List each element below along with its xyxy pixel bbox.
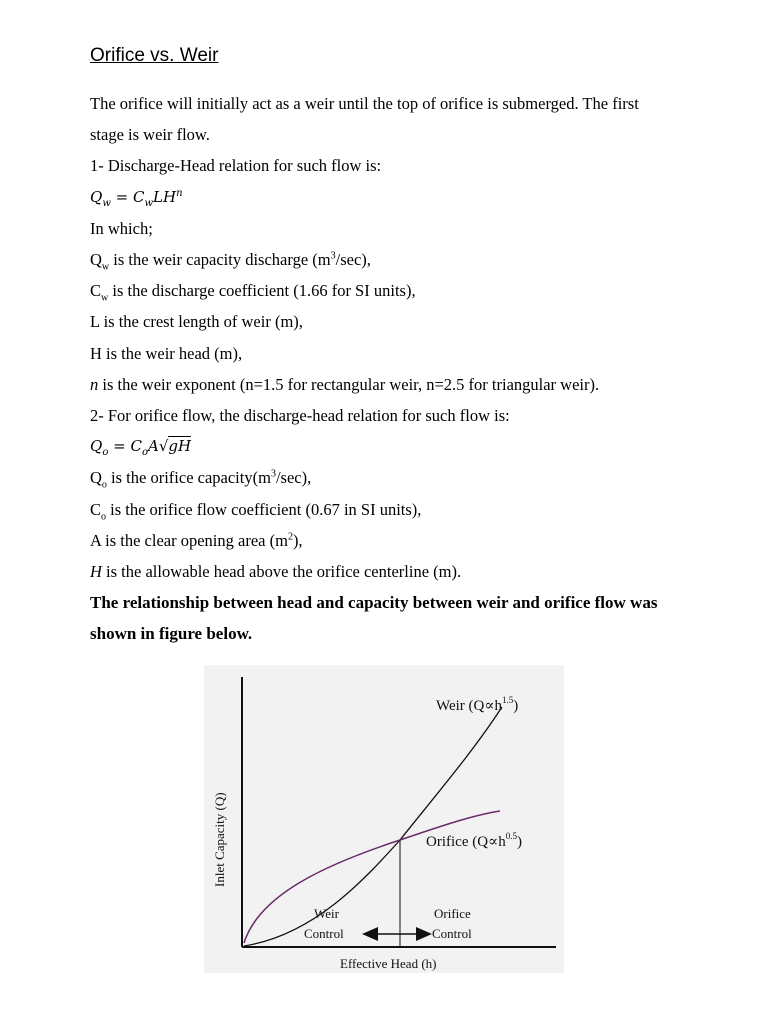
orifice-definition-1: $C_o$ is the orifice flow coefficient (0.67 in SI units), xyxy=(90,499,422,522)
weir-control-label-1: Weir xyxy=(314,906,339,921)
weir-definition-1: $C_w$ is the discharge coefficient (1.66 for SI units), xyxy=(90,281,416,304)
head-capacity-diagram xyxy=(204,665,564,973)
orifice-curve-label: Orifice $(Q\propto h^{0.5})$ xyxy=(426,831,522,850)
document-body xyxy=(90,88,690,650)
step-1-text: 1- Discharge-Head relation for such flow is: xyxy=(90,156,382,176)
figure-intro-line-1: The relationship between head and capacity between weir and orifice flow was xyxy=(90,593,658,613)
intro-line-1: The orifice will initially act as a weir until the top of orifice is submerged. The first xyxy=(90,94,639,113)
weir-definition-2: L is the crest length of weir (m), xyxy=(90,312,303,332)
h-definition: H is the allowable head above the orifice centerline (m). xyxy=(90,562,462,582)
right-arrowhead-icon xyxy=(416,927,432,941)
page-title: Orifice vs. Weir xyxy=(90,45,219,66)
intro-line-2: stage is weir flow. xyxy=(90,125,210,145)
left-arrowhead-icon xyxy=(362,927,378,941)
orifice-curve xyxy=(244,811,500,943)
orifice-control-label-1: Orifice xyxy=(434,906,471,921)
orifice-definitions xyxy=(90,462,690,556)
head-capacity-figure xyxy=(204,665,564,973)
weir-definition-3: H is the weir head (m), xyxy=(90,343,243,363)
figure-intro-line-2: shown in figure below. xyxy=(90,624,253,644)
figure-intro xyxy=(90,587,690,649)
weir-curve-label: Weir $(Q\propto h^{1.5})$ xyxy=(436,695,519,714)
weir-control-label-2: Control xyxy=(304,926,344,941)
weir-equation: $Q_w = C_wLH^n$ xyxy=(90,187,183,209)
y-axis-label: Inlet Capacity (Q) xyxy=(212,792,227,887)
orifice-equation: $Q_o = C_oA√gH$ xyxy=(90,437,192,459)
intro-paragraph xyxy=(90,88,690,150)
orifice-definition-0: $Q_o$ is the orifice $capacity(m^3/\sec)$, xyxy=(90,468,312,491)
x-axis-label: Effective Head (h) xyxy=(340,956,437,971)
n-definition: n is the weir exponent (n=1.5 for rectangular weir, n=2.5 for triangular weir). xyxy=(90,374,600,394)
in-which-text: In which; xyxy=(90,218,153,238)
weir-definitions xyxy=(90,244,690,369)
orifice-definition-2: A is the clear opening area $(m^2)$, xyxy=(90,530,303,550)
orifice-control-label-2: Control xyxy=(432,926,472,941)
weir-definition-0: $Q_w$ is the weir capacity discharge $(m^3/\sec)$, xyxy=(90,250,371,273)
step-2-text: 2- For orifice flow, the discharge-head relation for such flow is: xyxy=(90,406,510,426)
